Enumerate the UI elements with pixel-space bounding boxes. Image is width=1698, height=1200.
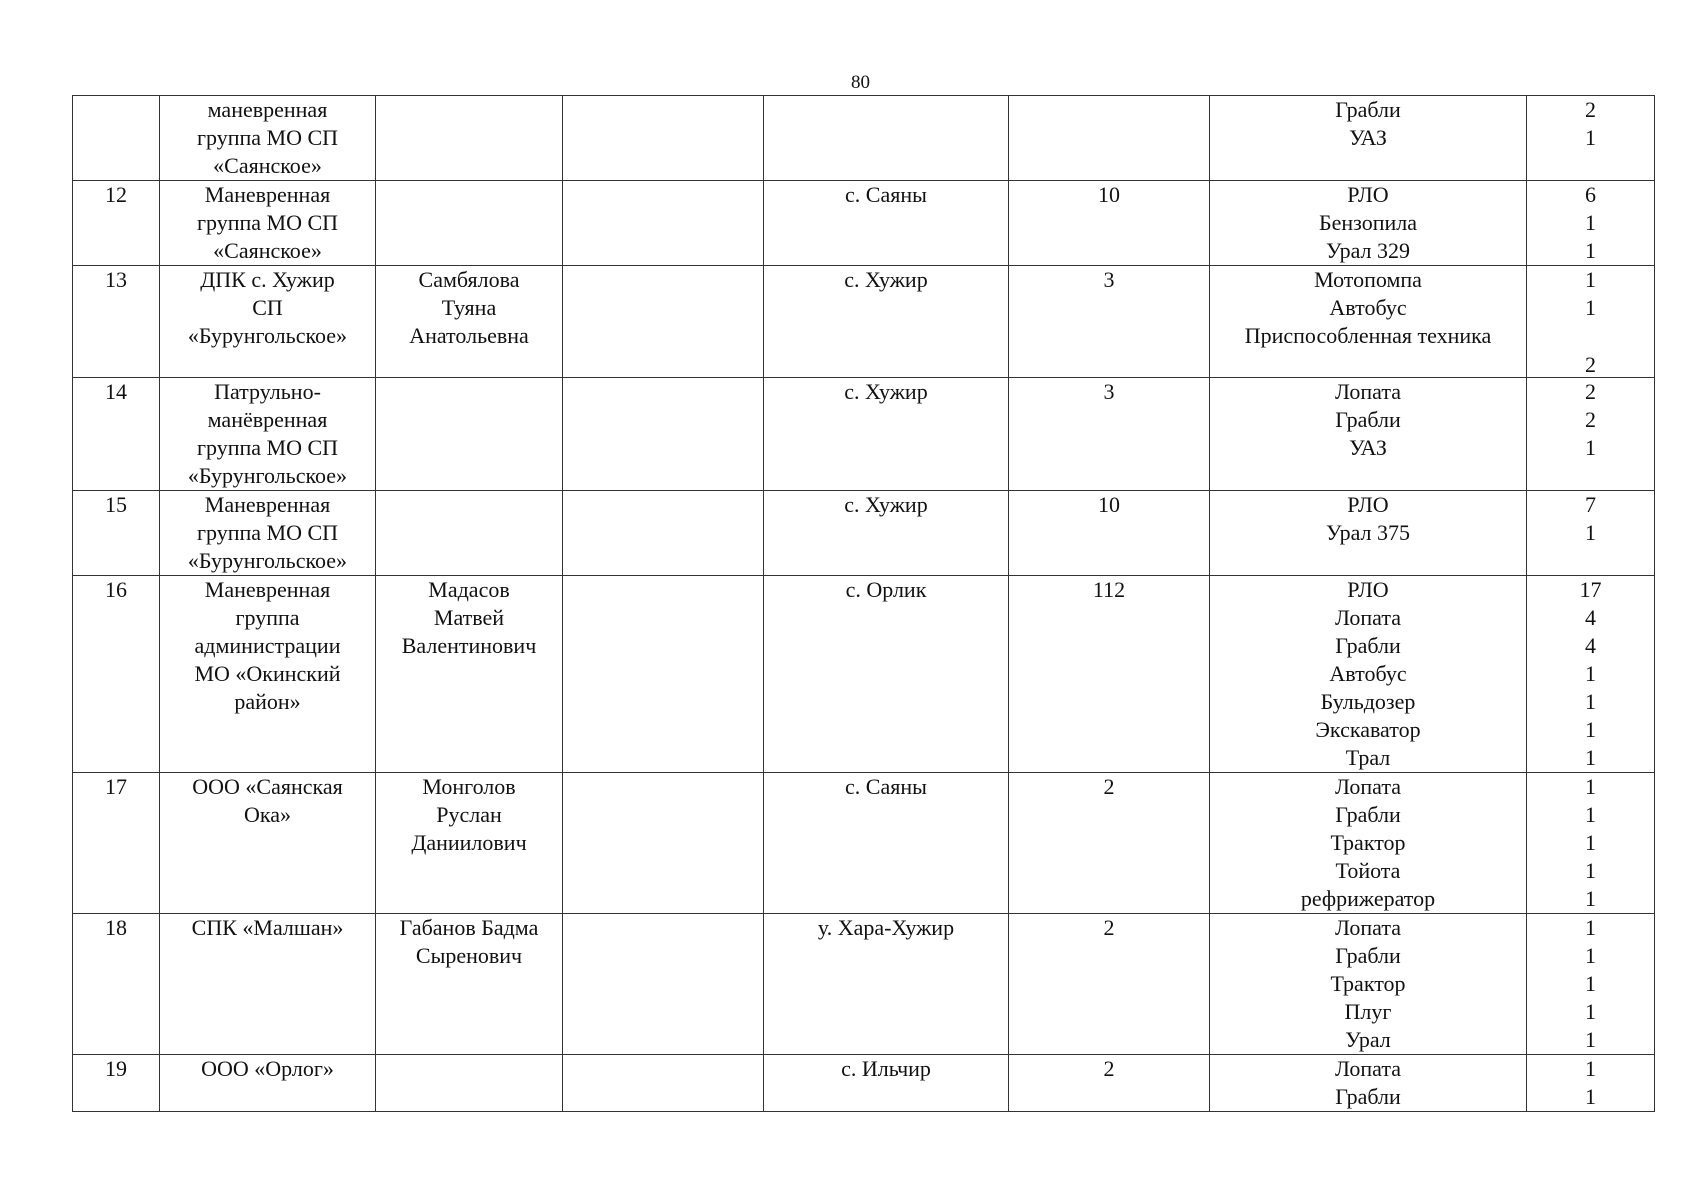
row-number: 17: [105, 774, 127, 799]
equipment-count-line: 1: [1585, 520, 1596, 545]
organization-cell: [160, 378, 376, 491]
equipment-line: УАЗ: [1349, 125, 1387, 150]
equipment-line: РЛО: [1347, 577, 1389, 602]
equipment-line: Автобус: [1329, 661, 1407, 686]
location-line: с. Хужир: [844, 492, 928, 517]
equipment-count-line: 1: [1585, 999, 1596, 1024]
organization-line: администрации: [194, 633, 341, 658]
equipment-line: Экскаватор: [1315, 717, 1421, 742]
table-body: [73, 96, 1655, 1112]
equipment-count-line: 1: [1585, 238, 1596, 263]
equipment-line: Лопата: [1335, 605, 1401, 630]
equipment-count-cell: [1527, 1055, 1655, 1112]
equipment-count-line: 4: [1585, 633, 1596, 658]
organization-line: «Саянское»: [213, 238, 322, 263]
equipment-line: Лопата: [1335, 1056, 1401, 1081]
people-count-line: 112: [1092, 577, 1126, 602]
location-line: с. Хужир: [844, 267, 928, 292]
organization-cell: [160, 266, 376, 378]
organization-line: группа МО СП: [196, 435, 339, 460]
location-line: с. Ильчир: [841, 1056, 931, 1081]
equipment-line: Бульдозер: [1320, 689, 1416, 714]
contact-cell: [563, 914, 764, 1055]
equipment-line: Бензопила: [1318, 210, 1418, 235]
organization-line: Маневренная: [204, 577, 331, 602]
head-name-cell: [376, 914, 563, 1055]
equipment-line: Трактор: [1330, 971, 1406, 996]
equipment-count-line: 1: [1585, 267, 1596, 292]
organization-line: маневренная: [207, 97, 328, 122]
equipment-count-line: 1: [1585, 1084, 1596, 1109]
equipment-count-line: 1: [1585, 661, 1596, 686]
row-number-cell: [73, 378, 160, 491]
row-number: 16: [105, 577, 127, 602]
equipment-line: Грабли: [1335, 407, 1401, 432]
row-number-cell: [73, 181, 160, 266]
location-line: с. Орлик: [845, 577, 927, 602]
organization-line: СПК «Малшан»: [191, 915, 344, 940]
equipment-cell: [1210, 576, 1527, 773]
equipment-count-line: 1: [1585, 689, 1596, 714]
table-row: [73, 773, 1655, 914]
organization-cell: [160, 96, 376, 181]
row-number-cell: [73, 266, 160, 378]
row-number: 18: [105, 915, 127, 940]
row-number-cell: [73, 773, 160, 914]
head-name-cell: [376, 266, 563, 378]
organization-line: группа МО СП: [196, 520, 339, 545]
equipment-line: Грабли: [1335, 97, 1401, 122]
contact-cell: [563, 576, 764, 773]
location-line: с. Саяны: [845, 182, 927, 207]
equipment-count-line: 1: [1585, 125, 1596, 150]
location-cell: [764, 491, 1009, 576]
location-line: с. Хужир: [844, 379, 928, 404]
people-count-cell: [1009, 576, 1210, 773]
table-row: [73, 491, 1655, 576]
head-name-line: Туяна: [441, 295, 497, 320]
row-number-cell: [73, 576, 160, 773]
row-number-cell: [73, 1055, 160, 1112]
equipment-line: Урал 375: [1325, 520, 1411, 545]
equipment-count-cell: [1527, 181, 1655, 266]
location-cell: [764, 96, 1009, 181]
head-name-cell: [376, 181, 563, 266]
equipment-count-line: 4: [1585, 605, 1596, 630]
equipment-line: рефрижератор: [1300, 886, 1436, 911]
page-number: 80: [851, 72, 870, 93]
equipment-count-line: 2: [1585, 97, 1596, 122]
table-row: [73, 181, 1655, 266]
location-cell: [764, 1055, 1009, 1112]
head-name-cell: [376, 773, 563, 914]
table-row: [73, 576, 1655, 773]
organization-cell: [160, 773, 376, 914]
head-name-cell: [376, 576, 563, 773]
equipment-count-cell: [1527, 378, 1655, 491]
row-number-cell: [73, 914, 160, 1055]
equipment-count-line: 6: [1585, 182, 1596, 207]
head-name-line: Сыренович: [415, 943, 523, 968]
organization-line: группа: [235, 605, 300, 630]
equipment-count-line: 1: [1585, 943, 1596, 968]
equipment-line: Грабли: [1335, 633, 1401, 658]
head-name-cell: [376, 378, 563, 491]
equipment-cell: [1210, 914, 1527, 1055]
equipment-count-cell: [1527, 96, 1655, 181]
organization-line: район»: [234, 689, 301, 714]
people-count-line: 3: [1103, 379, 1115, 404]
organization-line: ООО «Орлог»: [201, 1056, 334, 1081]
organization-line: «Бурунгольское»: [187, 323, 348, 348]
head-name-line: Мадасов: [428, 577, 510, 602]
equipment-count-line: 1: [1585, 210, 1596, 235]
equipment-count-line: 1: [1585, 717, 1596, 742]
equipment-cell: [1210, 1055, 1527, 1112]
organization-cell: [160, 491, 376, 576]
organization-line: СП: [252, 295, 283, 320]
table-row: [73, 266, 1655, 378]
contact-cell: [563, 96, 764, 181]
equipment-cell: [1210, 378, 1527, 491]
equipment-count-line: 1: [1585, 1056, 1596, 1081]
equipment-count-cell: [1527, 914, 1655, 1055]
equipment-count-cell: [1527, 491, 1655, 576]
table-row: [73, 96, 1655, 181]
organization-line: манёвренная: [207, 407, 328, 432]
equipment-cell: [1210, 96, 1527, 181]
organization-line: Маневренная: [204, 182, 331, 207]
row-number: 14: [105, 379, 127, 404]
equipment-count-line: 17: [1579, 577, 1602, 602]
organization-line: «Саянское»: [213, 153, 322, 178]
equipment-count-line: 2: [1585, 379, 1596, 404]
row-number-cell: [73, 491, 160, 576]
organization-cell: [160, 576, 376, 773]
head-name-line: Габанов Бадма: [399, 915, 539, 940]
equipment-count-line: 1: [1585, 1027, 1596, 1052]
equipment-line: Урал 329: [1325, 238, 1411, 263]
equipment-count-line: 1: [1585, 886, 1596, 911]
head-name-cell: [376, 96, 563, 181]
equipment-line: Грабли: [1335, 1084, 1401, 1109]
equipment-line: РЛО: [1347, 492, 1389, 517]
location-cell: [764, 181, 1009, 266]
organization-line: Ока»: [243, 802, 291, 827]
contact-cell: [563, 378, 764, 491]
location-cell: [764, 266, 1009, 378]
equipment-count-line: 7: [1585, 492, 1596, 517]
organization-cell: [160, 1055, 376, 1112]
equipment-line: Урал: [1345, 1027, 1391, 1052]
people-count-line: 2: [1103, 915, 1115, 940]
equipment-count-cell: [1527, 576, 1655, 773]
equipment-line: Приспособленная техника: [1244, 323, 1492, 348]
head-name-line: Валентинович: [401, 633, 537, 658]
people-count-cell: [1009, 491, 1210, 576]
people-count-line: 10: [1098, 492, 1120, 517]
location-cell: [764, 914, 1009, 1055]
head-name-cell: [376, 491, 563, 576]
organization-line: МО «Окинский: [194, 661, 341, 686]
location-line: с. Саяны: [845, 774, 927, 799]
equipment-line: Трактор: [1330, 830, 1406, 855]
equipment-cell: [1210, 773, 1527, 914]
contact-cell: [563, 491, 764, 576]
row-number: 15: [105, 492, 127, 517]
equipment-line: Плуг: [1344, 999, 1392, 1024]
equipment-line: Автобус: [1329, 295, 1407, 320]
organization-line: ООО «Саянская: [192, 774, 343, 799]
equipment-line: Лопата: [1335, 915, 1401, 940]
people-count-line: 2: [1103, 1056, 1115, 1081]
contact-cell: [563, 266, 764, 378]
people-count-cell: [1009, 378, 1210, 491]
equipment-count-line: 1: [1585, 745, 1596, 770]
equipment-cell: [1210, 491, 1527, 576]
organization-line: Маневренная: [204, 492, 331, 517]
organization-line: ДПК с. Хужир: [200, 267, 335, 292]
organization-line: Патрульно-: [214, 379, 321, 404]
equipment-table: [72, 95, 1655, 1112]
people-count-cell: [1009, 1055, 1210, 1112]
equipment-count-line: 1: [1585, 915, 1596, 940]
equipment-count-line: 1: [1585, 971, 1596, 996]
table-row: [73, 1055, 1655, 1112]
table-row: [73, 378, 1655, 491]
people-count-cell: [1009, 914, 1210, 1055]
equipment-count-line: 1: [1585, 295, 1596, 320]
equipment-cell: [1210, 266, 1527, 378]
organization-line: группа МО СП: [196, 125, 339, 150]
head-name-line: Анатольевна: [409, 323, 529, 348]
equipment-line: Тойота: [1335, 858, 1401, 883]
head-name-line: Самбялова: [418, 267, 520, 292]
head-name-line: Даниилович: [411, 830, 527, 855]
row-number-cell: [73, 96, 160, 181]
equipment-line: УАЗ: [1349, 435, 1387, 460]
equipment-line: РЛО: [1347, 182, 1389, 207]
people-count-line: 10: [1098, 182, 1120, 207]
equipment-cell: [1210, 181, 1527, 266]
equipment-count-line: 1: [1585, 858, 1596, 883]
equipment-count-line: 1: [1585, 802, 1596, 827]
head-name-line: Монголов: [422, 774, 516, 799]
contact-cell: [563, 1055, 764, 1112]
people-count-line: 2: [1103, 774, 1115, 799]
contact-cell: [563, 181, 764, 266]
organization-line: «Бурунгольское»: [187, 463, 348, 488]
people-count-cell: [1009, 266, 1210, 378]
equipment-count-cell: [1527, 773, 1655, 914]
equipment-line: Трал: [1345, 745, 1391, 770]
row-number: 12: [105, 182, 127, 207]
table-row: [73, 914, 1655, 1055]
equipment-count-cell: [1527, 266, 1655, 378]
head-name-line: Матвей: [433, 605, 505, 630]
equipment-line: Грабли: [1335, 943, 1401, 968]
organization-cell: [160, 914, 376, 1055]
organization-line: «Бурунгольское»: [187, 548, 348, 573]
organization-cell: [160, 181, 376, 266]
row-number: 19: [105, 1056, 127, 1081]
head-name-cell: [376, 1055, 563, 1112]
location-line: у. Хара-Хужир: [817, 915, 955, 940]
people-count-cell: [1009, 181, 1210, 266]
organization-line: группа МО СП: [196, 210, 339, 235]
people-count-line: 3: [1103, 267, 1115, 292]
head-name-line: Руслан: [436, 802, 502, 827]
people-count-cell: [1009, 96, 1210, 181]
equipment-count-line: 1: [1585, 774, 1596, 799]
equipment-count-line: 2: [1585, 352, 1596, 377]
equipment-count-line: 1: [1585, 435, 1596, 460]
location-cell: [764, 576, 1009, 773]
row-number: 13: [105, 267, 127, 292]
equipment-count-line: 1: [1585, 830, 1596, 855]
equipment-line: Грабли: [1335, 802, 1401, 827]
equipment-count-line: 2: [1585, 407, 1596, 432]
contact-cell: [563, 773, 764, 914]
people-count-cell: [1009, 773, 1210, 914]
equipment-line: Лопата: [1335, 774, 1401, 799]
location-cell: [764, 773, 1009, 914]
equipment-line: Лопата: [1335, 379, 1401, 404]
equipment-line: Мотопомпа: [1314, 267, 1422, 292]
location-cell: [764, 378, 1009, 491]
